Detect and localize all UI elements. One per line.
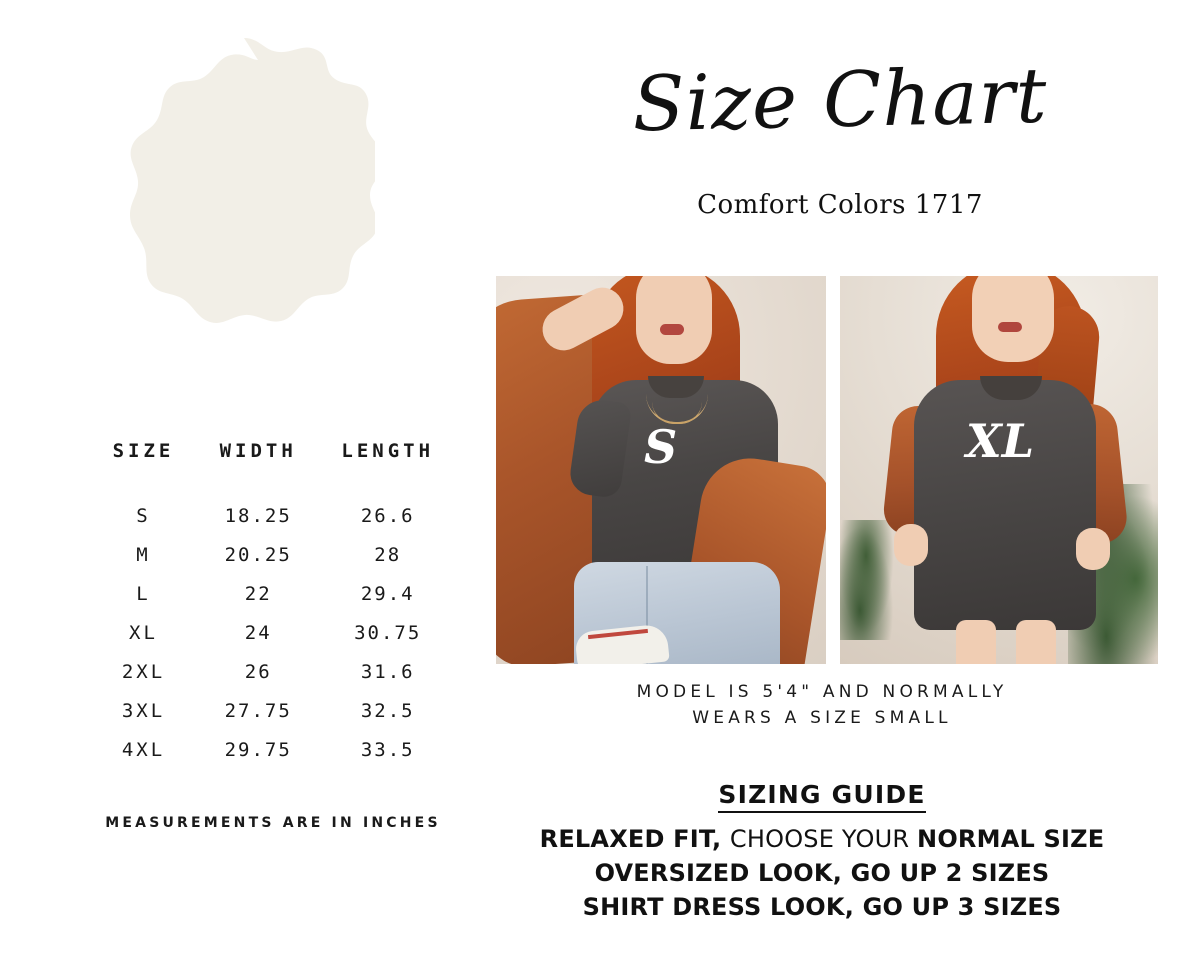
sizing-guide-title — [496, 780, 1148, 809]
cell-width: 26 — [244, 660, 272, 683]
cell-length: 26.6 — [360, 504, 415, 527]
page-title: Size Chart — [631, 50, 1049, 149]
sizing-guide-line-2 — [496, 856, 1148, 890]
cell-length: 29.4 — [360, 582, 415, 605]
model-leg-left-shape — [956, 620, 996, 664]
table-row — [88, 652, 458, 691]
model-photo-size-xl — [840, 276, 1158, 664]
model-height-note — [496, 680, 1148, 731]
scalloped-blob-placeholder — [113, 34, 375, 374]
shirt-size-letter-small: S — [644, 420, 678, 474]
cell-length: 33.5 — [360, 738, 415, 761]
table-row — [88, 613, 458, 652]
line3-mid: SHIRT DRESS LOOK, — [582, 893, 863, 922]
line1-strong: NORMAL SIZE — [917, 825, 1105, 853]
cell-size: M — [136, 543, 151, 566]
cell-size: 4XL — [121, 738, 166, 761]
column-header-size: SIZE — [112, 440, 175, 462]
foliage-shape-left — [840, 520, 896, 640]
model-photo-size-small — [496, 276, 826, 664]
model-hand-right-shape — [1076, 528, 1110, 570]
cell-size: S — [136, 504, 151, 527]
model-note-line-1: MODEL IS 5'4" AND NORMALLY — [636, 682, 1008, 702]
line1-mid: CHOOSE YOUR — [729, 825, 918, 853]
line1-prefix: RELAXED FIT, — [539, 825, 730, 853]
cell-width: 29.75 — [224, 738, 292, 761]
line2-strong-wrap — [851, 859, 1050, 887]
line2-mid: OVERSIZED LOOK, — [594, 859, 851, 888]
column-header-width: WIDTH — [219, 440, 297, 462]
sizing-guide-line-1 — [496, 822, 1148, 856]
cell-width: 24 — [244, 621, 272, 644]
model-lips-shape — [998, 322, 1022, 332]
column-header-length: LENGTH — [341, 440, 435, 462]
shirt-size-letter-xl: XL — [966, 414, 1035, 468]
cell-length: 30.75 — [354, 621, 422, 644]
table-row — [88, 730, 458, 769]
line3-strong: GO UP 3 SIZES — [862, 893, 1062, 922]
cell-width: 20.25 — [224, 543, 292, 566]
cell-size: L — [136, 582, 151, 605]
table-row — [88, 535, 458, 574]
table-row — [88, 496, 458, 535]
cell-size: 2XL — [121, 660, 166, 683]
measurements-unit-note: MEASUREMENTS ARE IN INCHES — [105, 815, 441, 831]
sizing-guide-lines — [496, 822, 1148, 924]
page-subtitle: Comfort Colors 1717 — [697, 190, 983, 220]
model-photo-group — [496, 276, 1158, 664]
cell-length: 28 — [374, 543, 402, 566]
line3-strong-wrap — [863, 893, 1062, 921]
cell-width: 27.75 — [224, 699, 292, 722]
model-face-shape — [636, 276, 712, 364]
cell-width: 18.25 — [224, 504, 292, 527]
cell-width: 22 — [244, 582, 272, 605]
model-leg-right-shape — [1016, 620, 1056, 664]
cell-size: 3XL — [121, 699, 166, 722]
sizing-guide-title-text: SIZING GUIDE — [718, 780, 925, 813]
size-measurement-table — [88, 440, 458, 769]
model-face-shape — [972, 276, 1054, 362]
model-lips-shape — [660, 324, 684, 335]
cell-size: XL — [129, 621, 158, 644]
table-header-row — [88, 440, 458, 496]
model-hand-left-shape — [894, 524, 928, 566]
table-row — [88, 574, 458, 613]
model-note-line-2: WEARS A SIZE SMALL — [692, 707, 952, 728]
line2-strong: GO UP 2 SIZES — [850, 859, 1050, 888]
cell-length: 32.5 — [360, 699, 415, 722]
cell-length: 31.6 — [360, 660, 415, 683]
table-row — [88, 691, 458, 730]
sizing-guide-line-3 — [496, 890, 1148, 924]
